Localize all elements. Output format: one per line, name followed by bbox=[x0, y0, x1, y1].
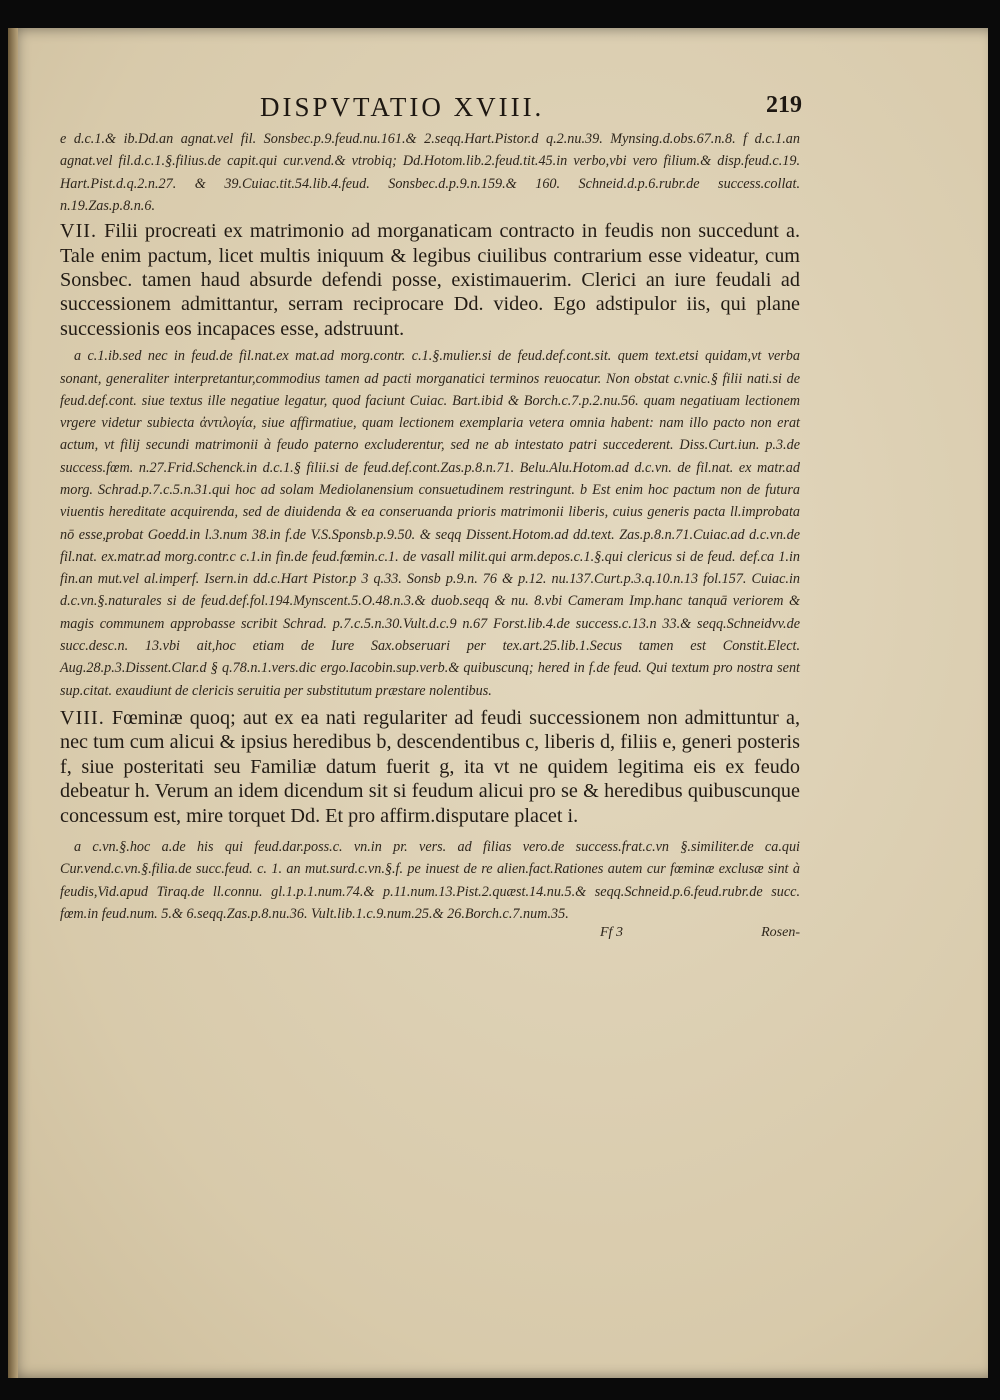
page-number: 219 bbox=[766, 92, 802, 118]
section-7-text: Filii procreati ex matrimonio ad morganaticam contracto in feudis non succedunt a. Tale enim pactum, licet multis iniquum & legibus ciuilibus contrarium esse videatur, cum Sonsbec. tamen haud absurde defendi posse, existimauerim. Clerici an iure feudali ad successionem admittantur, serram reciprocare Dd. video. Ego adstipulor iis, qui plane successionis eos incapaces esse, adstruunt. bbox=[60, 220, 801, 340]
page-footer bbox=[60, 925, 800, 949]
section-8-paragraph bbox=[60, 706, 800, 828]
page-header bbox=[60, 88, 800, 128]
footnotes-top: e d.c.1.& ib.Dd.an agnat.vel fil. Sonsbec.p.9.feud.nu.161.& 2.seqq.Hart.Pistor.d q.2.nu.39. Mynsing.d.obs.67.n.8. f d.c.1.an agnat.vel fil.d.c.1.§.filius.de capit.qui cur.vend.& vtrobiq; Dd.Hotom.lib.2.feud.tit.45.in verbo,vbi vero filium.& disp.feud.c.19. Hart.Pist.d.q.2.n.27. & 39.Cuiac.tit.54.lib.4.feud. Sonsbec.d.p.9.n.159.& 160. Schneid.d.p.6.rubr.de success.collat. n.19.Zas.p.8.n.6. bbox=[60, 131, 800, 214]
section-8-text: Fœminæ quoq; aut ex ea nati regulariter ad feudi successionem non admittuntur a, nec tum cum alicui & ipsius heredibus b, descendentibus c, liberis d, filiis e, generi posteris f, siue posteritati seu Familiæ datum fuerit g, ita vt ne quidem legitima eis ex feudo debeatur h. Verum an idem dicendum sit si feudum alicui pro se & heredibus quibuscunque concessum est, mire torquet Dd. Et pro affirm.disputare placet i. bbox=[60, 706, 800, 827]
catchword: Rosen- bbox=[761, 925, 800, 941]
page-content bbox=[60, 88, 800, 949]
page-gutter-shadow bbox=[8, 28, 18, 1378]
book-page bbox=[8, 28, 988, 1378]
footnotes-section-7: a c.1.ib.sed nec in feud.de fil.nat.ex mat.ad morg.contr. c.1.§.mulier.si de feud.def.cont.sit. quem text.etsi quidam,vt verba sonant, generaliter interpretantur,commodius tamen ad pacti morganatici terminos reuocatur. Non obstat c.vnic.§ filii nati.si de feud.def.cont. siue textus ille negatiue legatur, quod faciunt Cuiac. Bart.ibid & Borch.c.7.p.2.nu.56. quam negatiuam lectionem vrgere videtur subiecta ἀντιλογία, siue affirmatiue, quam lectionem exemplaria vetera omnia habent: nam illo pacto non erat actum, vt filij secundi matrimonii à feudo paterno excluderentur, sed ne ab intestato patri succederent. Diss.Curt.iun. p.3.de success.fœm. n.27.Frid.Schenck.in d.c.1.§ filii.si de feud.def.cont.Zas.p.8.n.71. Belu.Alu.Hotom.ad d.c.vn. de fil.nat. ex matr.ad morg. Schrad.p.7.c.5.n.31.qui hoc ad solam Mediolanensium consuetudinem restringunt. b Est enim hoc pactum non de futura viuentis hereditate acquirenda, sed de diuidenda & ea conseruanda prioris matrimonii liberis, cuius generis pacta ll.improbata nō esse,probat Goedd.in l.3.num 38.in f.de V.S.Sponsb.p.9.50. & seqq Dissent.Hotom.ad dd.text. Zas.p.8.n.71.Cuiac.ad d.c.vn.de fil.nat. ex.matr.ad morg.contr.c c.1.in fin.de feud.fœmin.c.1. de vasall milit.qui arm.depos.c.1.§.qui clericus si de feud. def.ca 1.in fin.an mut.vel al.imperf. Isern.in dd.c.Hart Pistor.p 3 q.33. Sonsb p.9.n. 76 & p.12. nu.137.Curt.p.3.q.10.n.13 fol.157. Cuiac.in d.c.vn.§.naturales si de feud.def.fol.194.Mynscent.5.O.48.n.3.& duob.seqq & nu. 8.vbi Cameram Imp.hanc tanquā veriorem & magis communem approbasse scribit Schrad. p.7.c.5.n.30.Vult.d.c.9 n.67 Forst.lib.4.de success.c.13.n 33.& seqq.Schneidvv.de succ.desc.n. 13.vbi ait,hoc etiam de Iure Sax.obseruari per tex.art.25.lib.1.Secus tamen est Constit.Elect. Aug.28.p.3.Dissent.Clar.d § q.78.n.1.vers.dic ergo.Iacobin.sup.verb.& quibuscunq; hered in f.de feud. Qui textum pro nostra sent sup.citat. exaudiunt de clericis seruitia per substitutum præstare nolentibus. bbox=[60, 348, 800, 699]
section-7-number: VII. bbox=[60, 220, 98, 243]
section-7-paragraph bbox=[60, 219, 800, 341]
section-8-number: VIII. bbox=[60, 706, 105, 729]
signature-mark: Ff 3 bbox=[600, 925, 623, 941]
footnotes-section-8: a c.vn.§.hoc a.de his qui feud.dar.poss.c. vn.in pr. vers. ad filias vero.de success.frat.c.vn §.similiter.de ca.qui Cur.vend.c.vn.§.filia.de succ.feud. c. 1. an mut.surd.c.vn.§.f. pe inuest de re alien.fact.Rationes autem cur fœminæ exclusæ sint à feudis,Vid.apud Tiraq.de ll.connu. gl.1.p.1.num.74.& p.11.num.13.Pist.2.quæst.14.nu.5.& seqq.Schneid.p.6.feud.rubr.de succ. fœm.in feud.num. 5.& 6.seqq.Zas.p.8.nu.36. Vult.lib.1.c.9.num.25.& 26.Borch.c.7.num.35. bbox=[60, 839, 800, 922]
running-title: DISPVTATIO XVIII. bbox=[260, 92, 545, 122]
